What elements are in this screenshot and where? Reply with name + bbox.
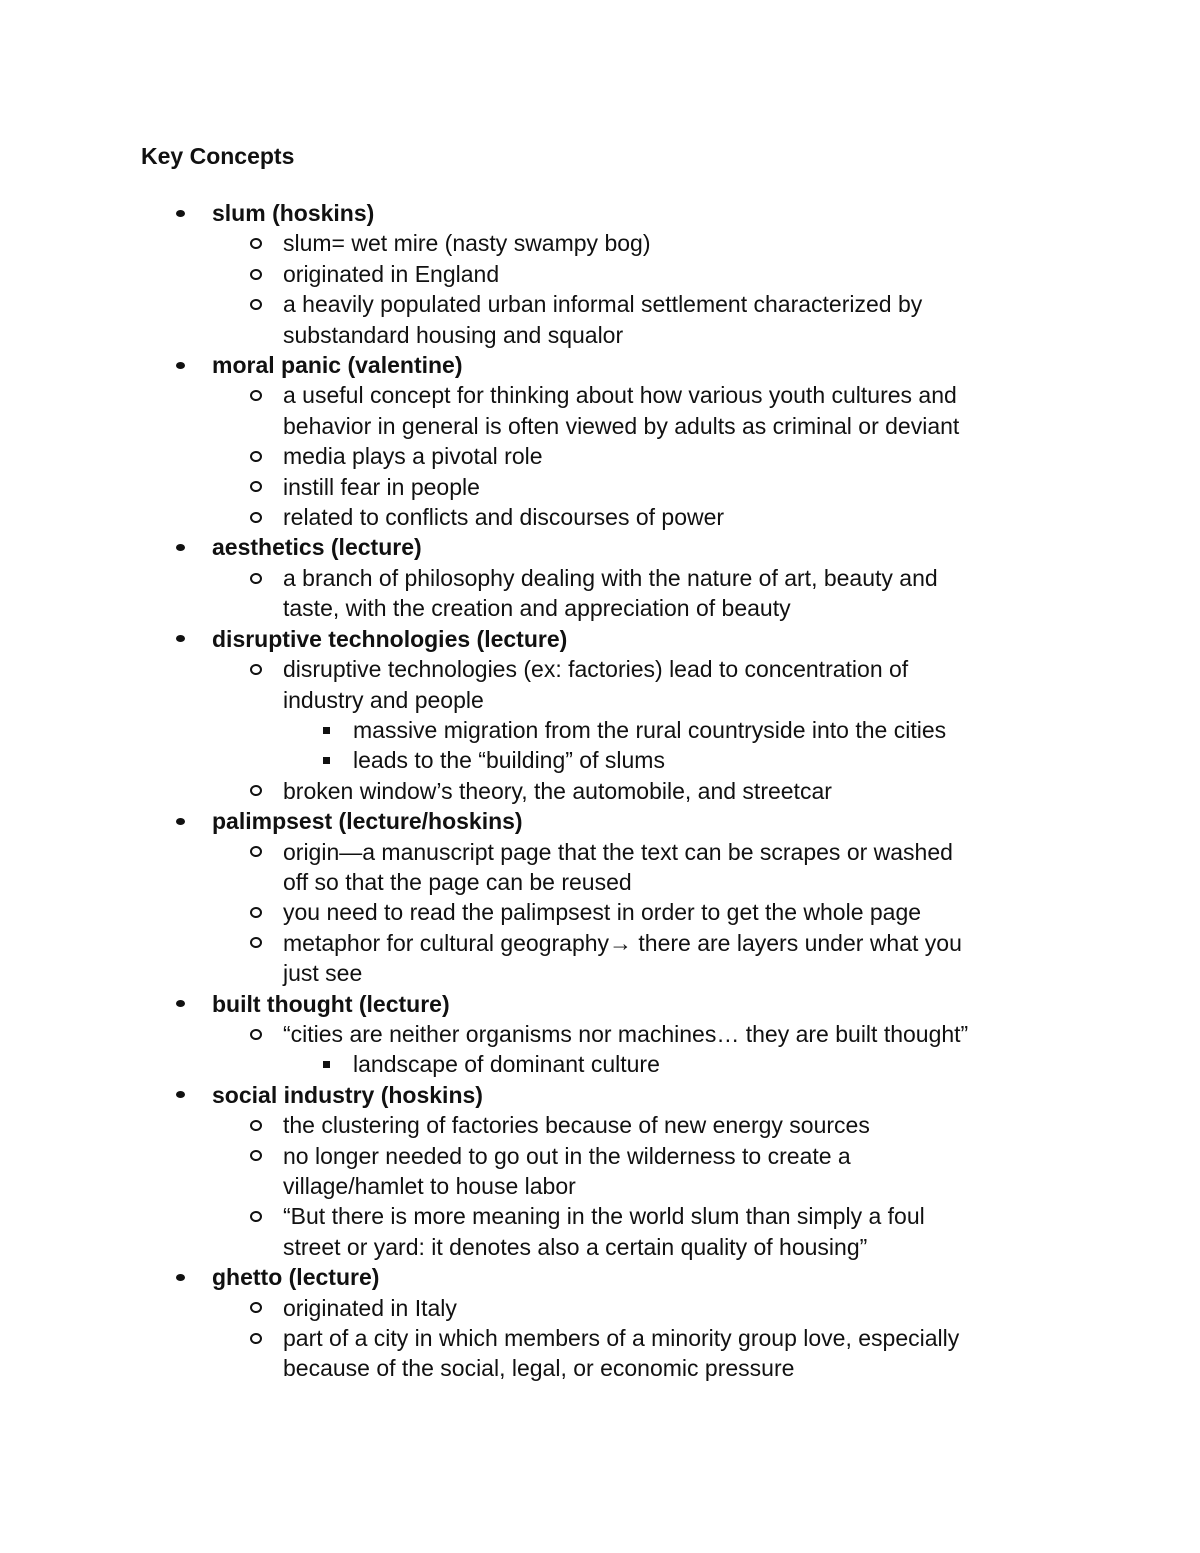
list-item-text: taste, with the creation and appreciation of beauty	[283, 595, 791, 622]
hollow-bullet-icon	[244, 380, 268, 410]
list-item-text: substandard housing and squalor	[283, 321, 624, 348]
list-item-text: disruptive technologies (ex: factories) lead to concentration of	[283, 656, 909, 683]
hollow-bullet-icon	[244, 1201, 268, 1231]
list-item-text: broken window’s theory, the automobile, and streetcar	[283, 777, 832, 804]
filled-bullet-icon	[170, 350, 190, 380]
concept-detail	[0, 928, 1200, 958]
concept-detail	[0, 1019, 1200, 1049]
concept-detail	[0, 563, 1200, 593]
concept-subdetail	[0, 1049, 1200, 1079]
list-item-text: because of the social, legal, or economic pressure	[283, 1355, 795, 1382]
concept-detail	[0, 1141, 1200, 1171]
list-item-text: originated in Italy	[283, 1294, 457, 1321]
list-item-text: media plays a pivotal role	[283, 443, 543, 470]
square-bullet-icon	[316, 715, 336, 745]
filled-bullet-icon	[170, 806, 190, 836]
square-bullet-icon	[316, 1049, 336, 1079]
hollow-bullet-icon	[244, 837, 268, 867]
concept-detail	[0, 380, 1200, 410]
list-item-text: “cities are neither organisms nor machines… they are built thought”	[283, 1020, 969, 1047]
list-item-text: a useful concept for thinking about how various youth cultures and	[283, 382, 957, 409]
list-item-text: industry and people	[283, 686, 484, 713]
concept-term	[0, 624, 1200, 654]
list-item-text: just see	[283, 960, 363, 987]
concept-term	[0, 350, 1200, 380]
list-item-text: you need to read the palimpsest in order to get the whole page	[283, 899, 922, 926]
list-item-text: village/hamlet to house labor	[283, 1173, 576, 1199]
concept-detail	[0, 1293, 1200, 1323]
hollow-bullet-icon	[244, 441, 268, 471]
list-item-text: origin—a manuscript page that the text can be scrapes or washed	[283, 838, 953, 865]
page-title: Key Concepts	[141, 143, 295, 169]
concept-detail	[0, 259, 1200, 289]
concept-term	[0, 806, 1200, 836]
filled-bullet-icon	[170, 624, 190, 654]
list-item-continuation	[0, 593, 1200, 623]
concept-detail	[0, 1110, 1200, 1140]
hollow-bullet-icon	[244, 1110, 268, 1140]
hollow-bullet-icon	[244, 654, 268, 684]
list-item-text: off so that the page can be reused	[283, 868, 632, 895]
hollow-bullet-icon	[244, 1141, 268, 1171]
list-item-text: originated in England	[283, 260, 500, 287]
concept-subdetail	[0, 715, 1200, 745]
list-item-text: landscape of dominant culture	[353, 1051, 660, 1078]
concept-detail	[0, 228, 1200, 258]
key-concepts-list	[0, 198, 1200, 1384]
list-item-text: aesthetics (lecture)	[212, 534, 422, 561]
list-item-continuation	[0, 1353, 1200, 1383]
concept-term	[0, 198, 1200, 228]
hollow-bullet-icon	[244, 1019, 268, 1049]
concept-detail	[0, 776, 1200, 806]
hollow-bullet-icon	[244, 502, 268, 532]
hollow-bullet-icon	[244, 472, 268, 502]
list-item-text: a heavily populated urban informal settlement characterized by	[283, 291, 923, 318]
list-item-text: street or yard: it denotes also a certain quality of housing”	[283, 1233, 868, 1260]
filled-bullet-icon	[170, 989, 190, 1019]
hollow-bullet-icon	[244, 289, 268, 319]
concept-detail	[0, 837, 1200, 867]
concept-detail	[0, 502, 1200, 532]
list-item-continuation	[0, 958, 1200, 988]
hollow-bullet-icon	[244, 1323, 268, 1353]
list-item-text: instill fear in people	[283, 473, 480, 500]
list-item-text: built thought (lecture)	[212, 990, 450, 1017]
hollow-bullet-icon	[244, 928, 268, 958]
list-item-text: part of a city in which members of a minority group love, especially	[283, 1325, 960, 1352]
concept-detail	[0, 1323, 1200, 1353]
list-item-text: “But there is more meaning in the world slum than simply a foul	[283, 1203, 925, 1230]
square-bullet-icon	[316, 745, 336, 775]
hollow-bullet-icon	[244, 776, 268, 806]
list-item-text: social industry (hoskins)	[212, 1081, 483, 1108]
list-item-text: slum (hoskins)	[212, 200, 375, 226]
hollow-bullet-icon	[244, 1293, 268, 1323]
list-item-text: moral panic (valentine)	[212, 352, 463, 379]
list-item-text: the clustering of factories because of new energy sources	[283, 1112, 870, 1139]
concept-detail	[0, 472, 1200, 502]
list-item-text: disruptive technologies (lecture)	[212, 625, 568, 652]
filled-bullet-icon	[170, 1262, 190, 1292]
list-item-text: massive migration from the rural countryside into the cities	[353, 716, 947, 743]
list-item-text: metaphor for cultural geography→ there are layers under what you	[283, 929, 962, 956]
list-item-text: behavior in general is often viewed by adults as criminal or deviant	[283, 412, 960, 439]
concept-term	[0, 989, 1200, 1019]
filled-bullet-icon	[170, 198, 190, 228]
list-item-continuation	[0, 867, 1200, 897]
list-item-text: no longer needed to go out in the wilderness to create a	[283, 1142, 851, 1169]
hollow-bullet-icon	[244, 259, 268, 289]
filled-bullet-icon	[170, 1080, 190, 1110]
filled-bullet-icon	[170, 532, 190, 562]
concept-detail	[0, 1201, 1200, 1231]
concept-term	[0, 1262, 1200, 1292]
list-item-continuation	[0, 1171, 1200, 1201]
list-item-text: slum= wet mire (nasty swampy bog)	[283, 230, 651, 257]
list-item-text: ghetto (lecture)	[212, 1264, 380, 1291]
list-item-text: related to conflicts and discourses of power	[283, 504, 725, 531]
list-item-text: palimpsest (lecture/hoskins)	[212, 808, 523, 835]
concept-detail	[0, 897, 1200, 927]
list-item-text: a branch of philosophy dealing with the nature of art, beauty and	[283, 564, 938, 591]
hollow-bullet-icon	[244, 563, 268, 593]
concept-detail	[0, 654, 1200, 684]
list-item-text: leads to the “building” of slums	[353, 747, 665, 774]
list-item-continuation	[0, 320, 1200, 350]
list-item-continuation	[0, 685, 1200, 715]
concept-term	[0, 532, 1200, 562]
concept-detail	[0, 289, 1200, 319]
concept-detail	[0, 441, 1200, 471]
list-item-continuation	[0, 1232, 1200, 1262]
hollow-bullet-icon	[244, 228, 268, 258]
concept-subdetail	[0, 745, 1200, 775]
list-item-continuation	[0, 411, 1200, 441]
concept-term	[0, 1080, 1200, 1110]
hollow-bullet-icon	[244, 897, 268, 927]
